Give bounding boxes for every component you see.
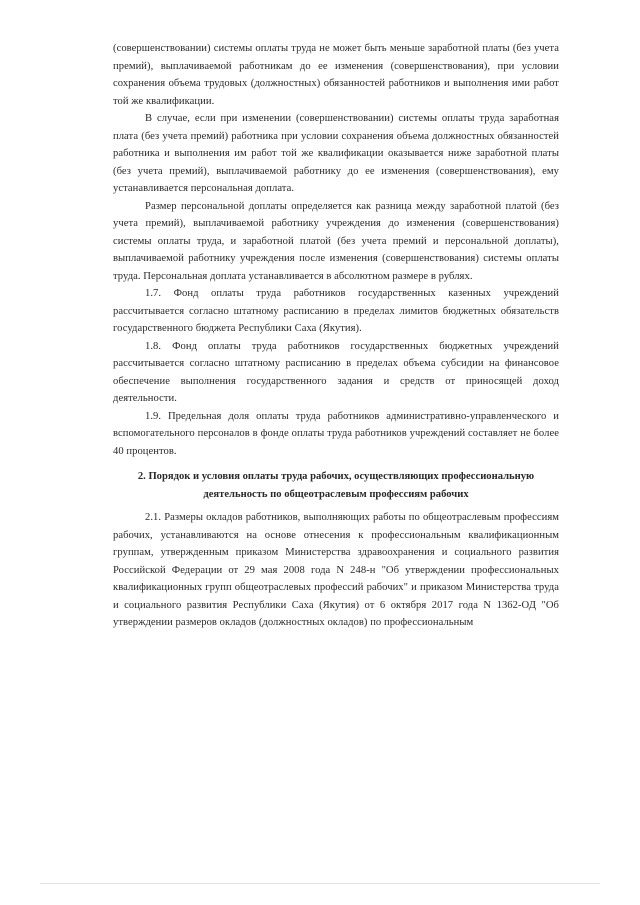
document-page — [113, 40, 559, 632]
paragraph-continuation: (совершенствовании) системы оплаты труда не может быть меньше заработной платы (без учета премий), выплачиваемой работникам до ее изменения (совершенствования), при условии сохранения объема трудовых (должностных) обязанностей работников и выполнения ими работ той же квалификации. — [113, 43, 559, 107]
paragraph-1-8: 1.8. Фонд оплаты труда работников государственных бюджетных учреждений рассчитывается согласно штатному расписанию в пределах объема субсидии на финансовое обеспечение выполнения государственного задания и средств от приносящей доход деятельности. — [113, 340, 559, 404]
page-bottom-divider — [40, 883, 600, 884]
section-heading: 2. Порядок и условия оплаты труда рабочих, осуществляющих профессиональную деятельность по общеотраслевым профессиям рабочих — [137, 471, 535, 500]
paragraph-2-1: 2.1. Размеры окладов работников, выполняющих работы по общеотраслевым профессиям рабочих, устанавливаются на основе отнесения к профессиональным квалификационным группам, утвержденным приказом Министерства здравоохранения и социального развития Российской Федерации от 29 мая 2008 года N 248-н "Об утверждении профессиональных квалификационных групп общеотраслевых профессий рабочих" и приказом Министерства труда и социального развития Республики Саха (Якутия) от 6 октября 2017 года N 1362-ОД "Об утверждении размеров окладов (должностных окладов) по профессиональным — [113, 512, 559, 628]
paragraph-1-9: 1.9. Предельная доля оплаты труда работников административно-управленческого и вспомогательного персоналов в фонде оплаты труда работников учреждений составляет не более 40 процентов. — [113, 410, 559, 457]
paragraph-1-7: 1.7. Фонд оплаты труда работников государственных казенных учреждений рассчитывается согласно штатному расписанию в пределах лимитов бюджетных обязательств государственного бюджета Республики Саха (Якутия). — [113, 288, 559, 334]
paragraph-personal-supplement-size: Размер персональной доплаты определяется как разница между заработной платой (без учета премий), выплачиваемой работнику учреждения до изменения (совершенствования) системы оплаты труда, и заработной платой (без учета премий и персональной доплаты), выплачиваемой работнику учреждения после изменения (совершенствования) системы оплаты труда. Персональная доплата устанавливается в абсолютном размере в рублях. — [113, 200, 559, 282]
paragraph-personal-supplement-condition: В случае, если при изменении (совершенствовании) системы оплаты труда заработная плата (без учета премий) работника при условии сохранения объема должностных обязанностей работника и выполнения им работ той же квалификации оказывается ниже заработной платы (без учета премий), выплачиваемой работнику до ее изменения (совершенствования), ему устанавливается персональная доплата. — [113, 113, 559, 194]
